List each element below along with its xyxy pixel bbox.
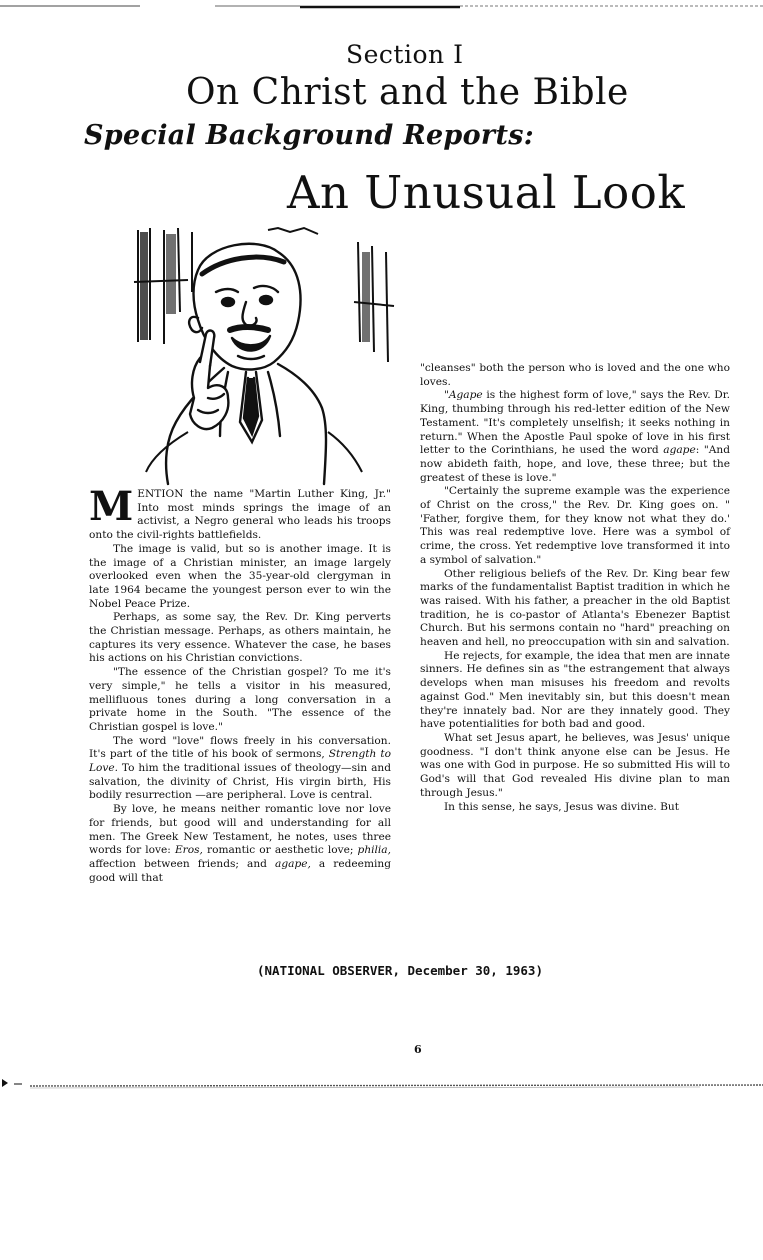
- paragraph-text: To him the traditional issues of theology—sin and salvation, the divinity of Christ, His virgin birth, His bodily resurrection —are peripheral. Love is central.: [89, 762, 391, 802]
- article-paragraph: Other religious beliefs of the Rev. Dr. King bear few marks of the fundamentalist Baptist tradition in which he was raised. With his father, a preacher in the old Baptist tradition, he is co-pastor of Atlanta's Ebenezer Baptist Church. But his sermons contain no "hard" preaching on heaven and hell, no preoccupation with sin and salvation.: [420, 567, 730, 649]
- article-paragraph: What set Jesus apart, he believes, was Jesus' unique goodness. "I don't think anyone else can be Jesus. He was one with God in purpose. He so submitted His will to God's will that God revealed His divine plan to man through Jesus.": [420, 731, 730, 799]
- paragraph-text: a redeeming good will that: [89, 857, 391, 884]
- greek-term: agape: [663, 444, 696, 457]
- article-paragraph: Perhaps, as some say, the Rev. Dr. King perverts the Christian message. Perhaps, as others maintain, he captures its very essence. Whatever the case, he bases his actions on his Christian convictions.: [89, 611, 391, 665]
- article-paragraph: [420, 389, 730, 485]
- article-paragraph: [89, 735, 391, 804]
- greek-term: agape,: [275, 857, 311, 870]
- bottom-rule: [0, 1075, 763, 1095]
- paragraph-text: is the highest form of love," says the Rev. Dr. King, thumbing through his red-letter edition of the New Testament. "It's completely unselfish; it seeks nothing in return." When the Apostle Paul spoke of love in his first letter to the Corinthians, he used the word: [420, 389, 730, 457]
- paragraph-text: The word "love" flows freely in his conversation. It's part of the title of his book of sermons,: [89, 734, 391, 761]
- article-column-left: [89, 483, 391, 885]
- book-title: Strength to Love.: [89, 748, 391, 775]
- paragraph-text: : "And now abideth faith, hope, and love, these three; but the greatest of these is love.": [420, 444, 730, 484]
- article-paragraph: "cleanses" both the person who is loved and the one who loves.: [420, 362, 730, 388]
- top-rule: [0, 0, 763, 12]
- page-subtitle: Special Background Reports:: [84, 120, 534, 151]
- article-headline: An Unusual Look: [287, 166, 686, 219]
- article-paragraph: "The essence of the Christian gospel? To me it's very simple," he tells a visitor in his measured, mellifluous tones during a long conversation in a private home in the South. "The essence of the Christian gospel is love.": [89, 666, 391, 733]
- greek-term: "Agape: [444, 389, 483, 402]
- dropcap-letter: M: [89, 483, 134, 530]
- page-title: On Christ and the Bible: [186, 72, 629, 113]
- article-paragraph: He rejects, for example, the idea that men are innate sinners. He defines sin as "the estrangement that always develops when man misuses his freedom and revolts against God." Men inevitably sin, but this doesn't mean they're innately bad. Nor are they innately good. They have potentialities for both bad and good.: [420, 649, 730, 731]
- article-paragraph: "Certainly the supreme example was the experience of Christ on the cross," the Rev. Dr. King goes on. " 'Father, forgive them, for they know not what they do.' This was real redemptive love. Here was a symbol of crime, the cross. Yet redemptive love transformed it into a symbol of salvation.": [420, 485, 730, 566]
- paragraph-text: ENTION the name "Martin Luther King, Jr." Into most minds springs the image of an activist, a Negro general who leads his troops onto the civil-rights battlefields.: [89, 488, 391, 542]
- paragraph-text: affection between friends; and: [89, 857, 276, 870]
- article-paragraph: [89, 803, 391, 885]
- greek-term: Eros,: [174, 844, 203, 857]
- article-paragraph: [89, 483, 391, 543]
- paragraph-text: By love, he means neither romantic love nor love for friends, but good will and understanding for all men. The Greek New Testament, he notes, uses three words for love:: [89, 803, 391, 857]
- greek-term: philia,: [357, 844, 391, 857]
- paragraph-text: romantic or aesthetic love;: [202, 844, 358, 857]
- page-number: 6: [414, 1043, 422, 1056]
- article-paragraph: The image is valid, but so is another image. It is the image of a Christian minister, an image largely overlooked even when the 35-year-old clergyman in late 1964 became the youngest person ever to win the Nobel Peace Prize.: [89, 542, 391, 610]
- article-paragraph: In this sense, he says, Jesus was divine. But: [444, 800, 679, 813]
- portrait-sketch-icon: [128, 222, 398, 488]
- section-label: Section I: [346, 40, 464, 69]
- source-caption: (NATIONAL OBSERVER, December 30, 1963): [257, 963, 543, 978]
- article-column-right: [420, 362, 730, 814]
